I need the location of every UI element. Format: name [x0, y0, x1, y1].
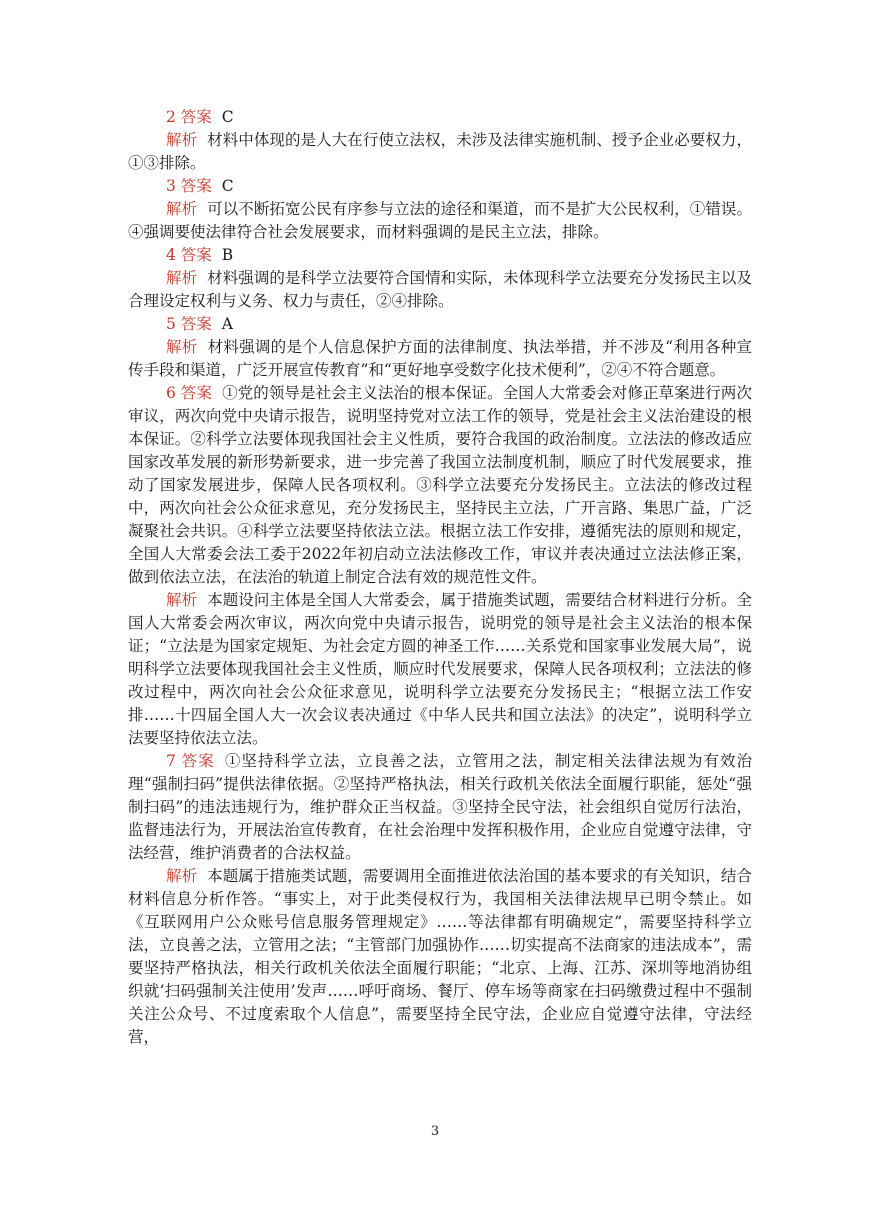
- answer-6: [128, 382, 752, 589]
- analysis-2: [128, 129, 752, 175]
- answer-5: [128, 313, 752, 336]
- analysis-text: 本题属于措施类试题，需要调用全面推进依法治国的基本要求的有关知识，结合材料信息分析作答。“事实上，对于此类侵权行为，我国相关法律法规早已明令禁止。如《互联网用户公众账号信息服务管理规定》……等法律都有明确规定”，需要坚持科学立法，立良善之法，立管用之法；“主管部门加强协作……切实提高不法商家的违法成本”，需要坚持严格执法，相关行政机关依法全面履行职能；“北京、上海、江苏、深圳等地消协组织就‘扫码强制关注使用’发声……呼吁商场、餐厅、停车场等商家在扫码缴费过程中不强制关注公众号、不过度索取个人信息”，需要坚持全民守法，企业应自觉遵守法律，守法经营，: [128, 867, 752, 1046]
- answer-2: [128, 106, 752, 129]
- answer-7: [128, 750, 752, 865]
- answer-3: [128, 175, 752, 198]
- page-number: 3: [430, 1124, 440, 1139]
- analysis-5: [128, 336, 752, 382]
- answer-label: 2 答案: [166, 108, 212, 126]
- answer-text: C: [221, 108, 234, 126]
- answer-label: 3 答案: [166, 177, 212, 195]
- analysis-label: 解析: [166, 867, 198, 885]
- answer-text: A: [221, 315, 233, 333]
- analysis-text: 材料中体现的是人大在行使立法权，未涉及法律实施机制、授予企业必要权力，①③排除。: [128, 131, 752, 172]
- answer-text: ①党的领导是社会主义法治的根本保证。全国人大常委会对修正草案进行两次审议，两次向党中央请示报告，说明坚持党对立法工作的领导，党是社会主义法治建设的根本保证。②科学立法要体现我国社会主义性质，要符合我国的政治制度。立法法的修改适应国家改革发展的新形势新要求，进一步完善了我国立法制度机制，顺应了时代发展要求，推动了国家发展进步，保障人民各项权利。③科学立法要充分发扬民主。立法法的修改过程中，两次向社会公众征求意见，充分发扬民主，坚持民主立法，广开言路、集思广益，广泛凝聚社会共识。④科学立法要坚持依法立法。根据立法工作安排，遵循宪法的原则和规定，全国人大常委会法工委于2022年初启动立法法修改工作，审议并表决通过立法法修正案，做到依法立法，在法治的轨道上制定合法有效的规范性文件。: [128, 384, 752, 586]
- answer-4: [128, 244, 752, 267]
- analysis-label: 解析: [166, 269, 198, 287]
- analysis-label: 解析: [166, 131, 198, 149]
- answer-content: [128, 106, 752, 1049]
- answer-label: 6 答案: [166, 384, 213, 402]
- answer-label: 7 答案: [166, 752, 215, 770]
- analysis-6: [128, 589, 752, 750]
- answer-label: 5 答案: [166, 315, 212, 333]
- analysis-text: 材料强调的是个人信息保护方面的法律制度、执法举措，并不涉及“利用各种宣传手段和渠道，广泛开展宣传教育”和“更好地享受数字化技术便利”，②④不符合题意。: [128, 338, 752, 379]
- answer-text: B: [221, 246, 234, 264]
- analysis-4: [128, 267, 752, 313]
- analysis-label: 解析: [166, 200, 198, 218]
- answer-text: C: [221, 177, 234, 195]
- analysis-7: [128, 865, 752, 1049]
- analysis-label: 解析: [166, 338, 198, 356]
- analysis-3: [128, 198, 752, 244]
- answer-label: 4 答案: [166, 246, 212, 264]
- analysis-text: 可以不断拓宽公民有序参与立法的途径和渠道，而不是扩大公民权利，①错误。④强调要使法律符合社会发展要求，而材料强调的是民主立法，排除。: [128, 200, 752, 241]
- analysis-text: 本题设问主体是全国人大常委会，属于措施类试题，需要结合材料进行分析。全国人大常委会两次审议，两次向党中央请示报告，说明党的领导是社会主义法治的根本保证；“立法是为国家定规矩、为社会定方圆的神圣工作……关系党和国家事业发展大局”，说明科学立法要体现我国社会主义性质，顺应时代发展要求，保障人民各项权利；立法法的修改过程中，两次向社会公众征求意见，说明科学立法要充分发扬民主；“根据立法工作安排……十四届全国人大一次会议表决通过《中华人民共和国立法法》的决定”，说明科学立法要坚持依法立法。: [128, 591, 752, 747]
- analysis-label: 解析: [166, 591, 198, 609]
- answer-text: ①坚持科学立法，立良善之法，立管用之法，制定相关法律法规为有效治理“强制扫码”提供法律依据。②坚持严格执法，相关行政机关依法全面履行职能，惩处“强制扫码”的违法违规行为，维护群众正当权益。③坚持全民守法，社会组织自觉厉行法治，监督违法行为，开展法治宣传教育，在社会治理中发挥积极作用，企业应自觉遵守法律，守法经营，维护消费者的合法权益。: [128, 752, 752, 862]
- analysis-text: 材料强调的是科学立法要符合国情和实际，未体现科学立法要充分发扬民主以及合理设定权利与义务、权力与责任，②④排除。: [128, 269, 752, 310]
